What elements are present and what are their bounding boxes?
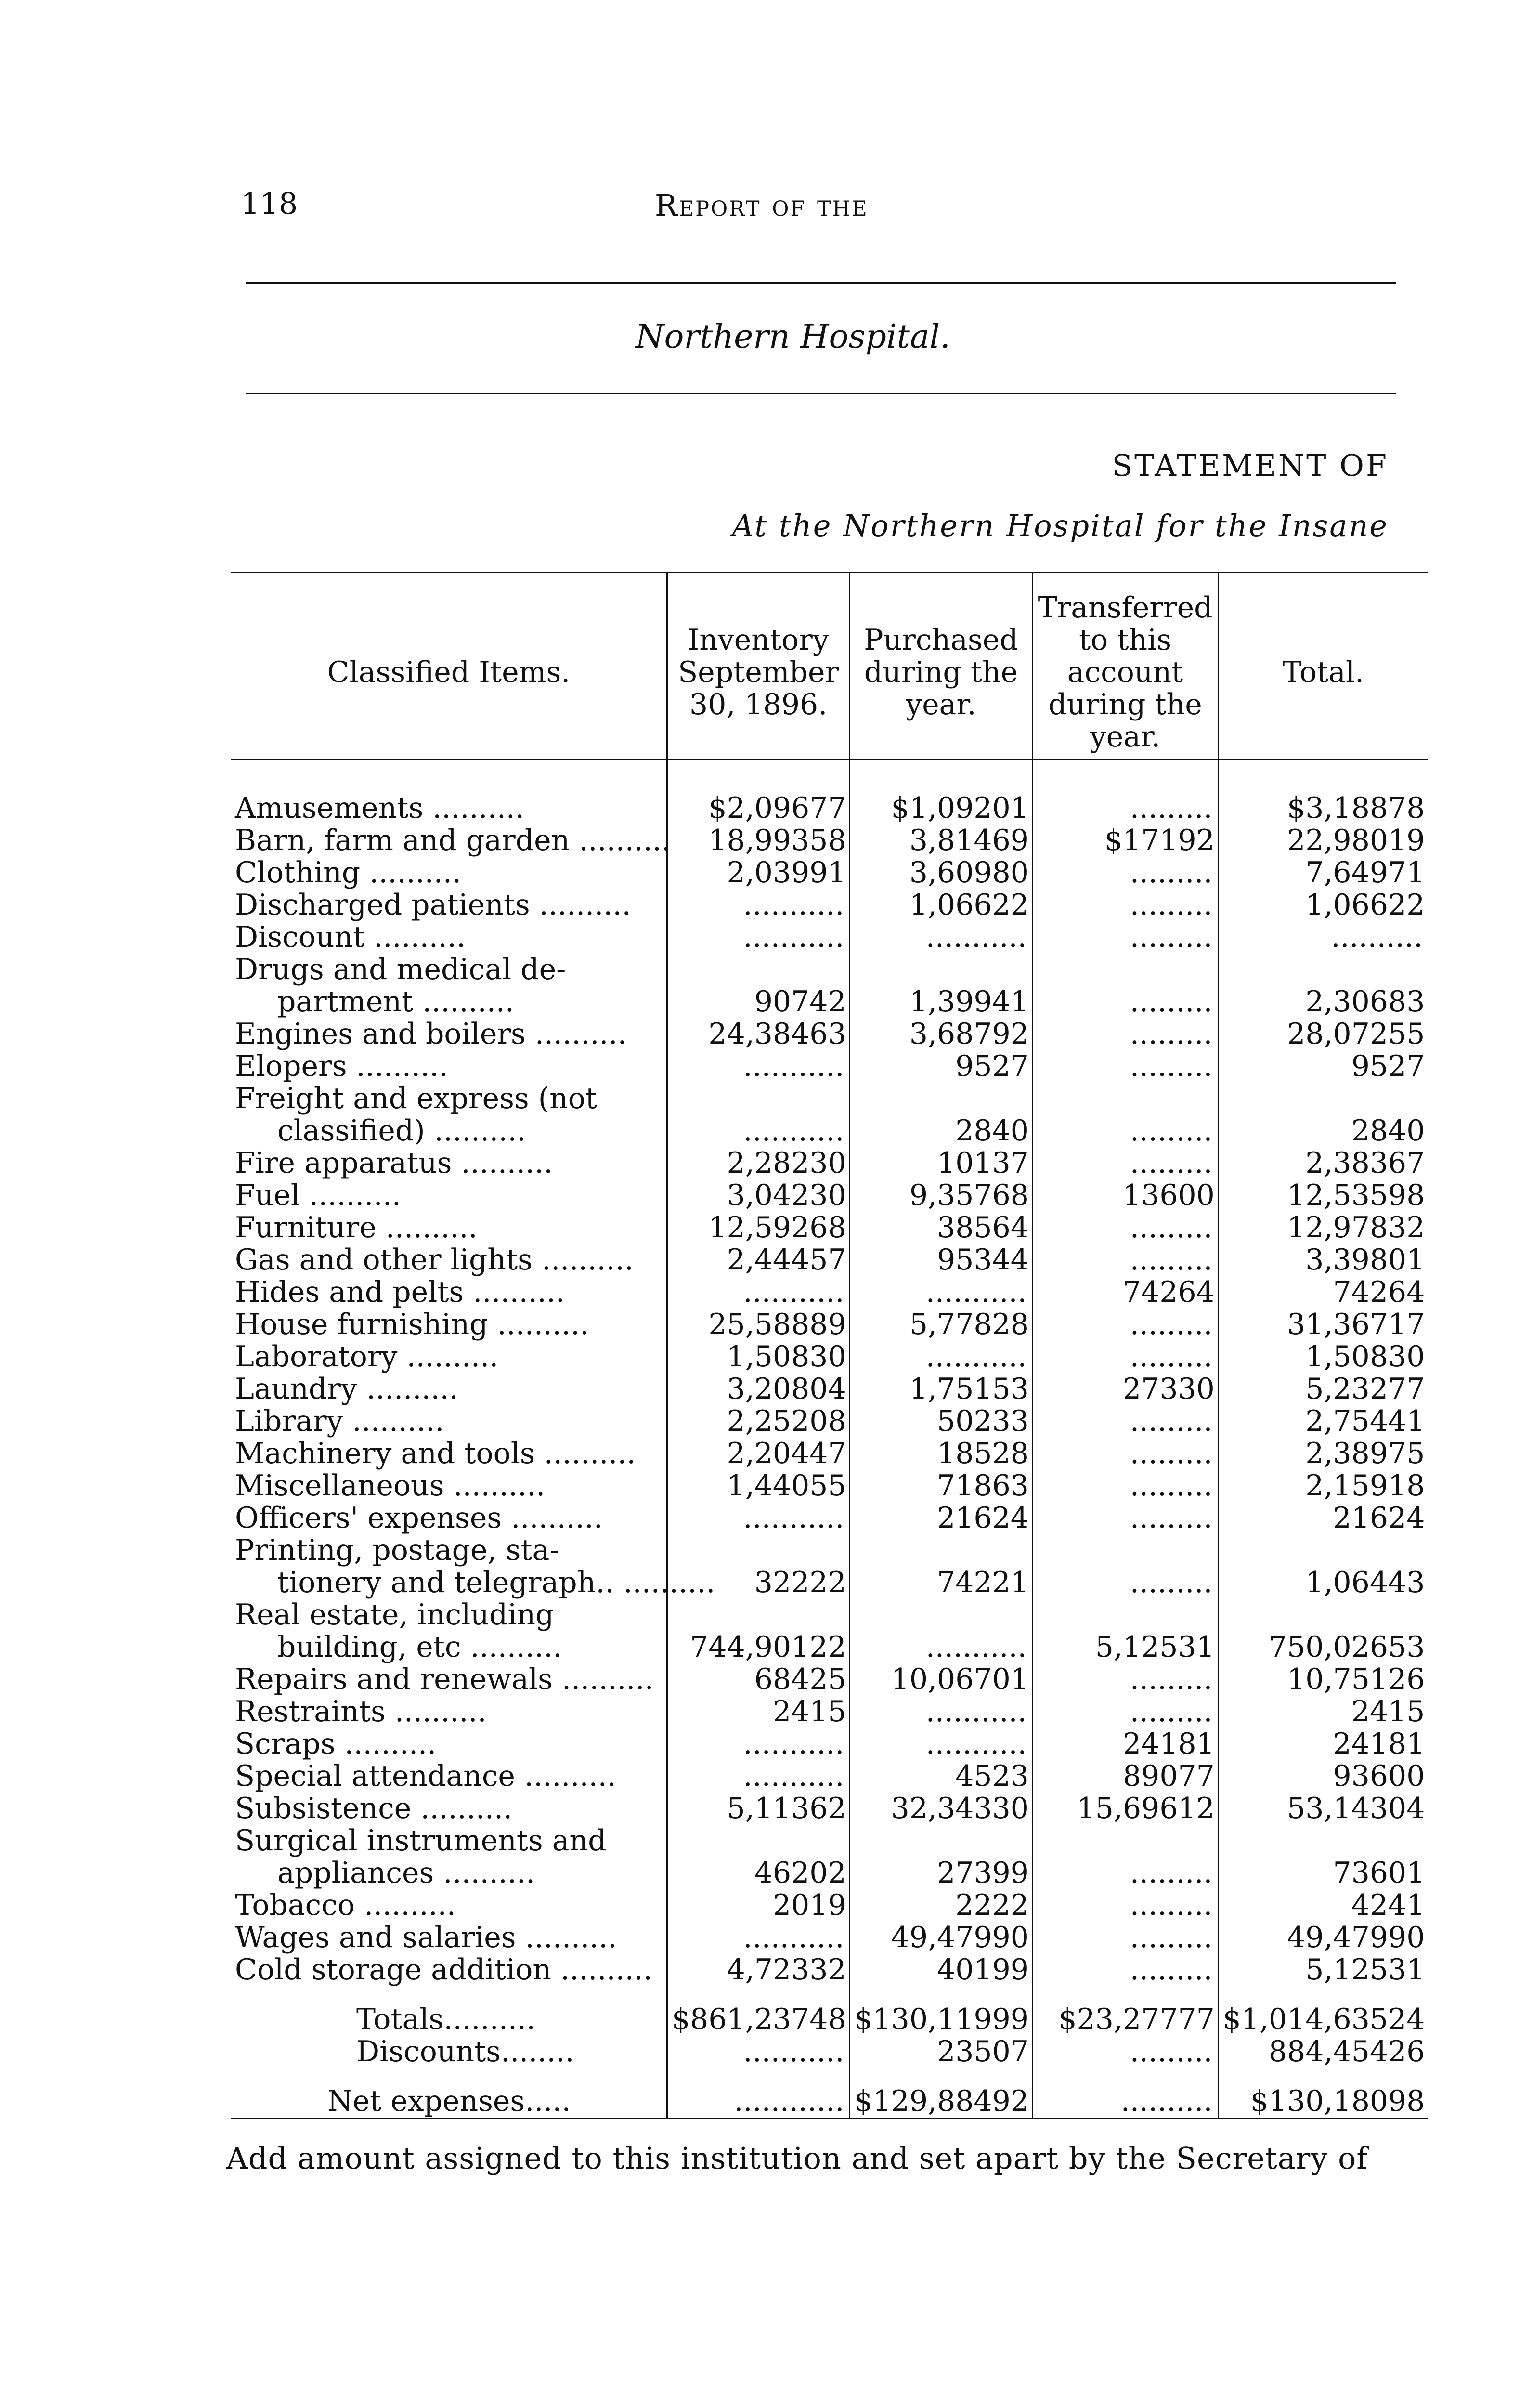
item-label: Real estate, including — [235, 1598, 554, 1632]
item-label: Scraps .......... — [235, 1727, 437, 1761]
cell-total: 22,98019 — [1218, 824, 1428, 857]
cell-transferred: 15,69612 — [1032, 1793, 1218, 1825]
totals-inventory: $861,23748 — [667, 2003, 850, 2036]
discounts-label: Discounts........ — [356, 2035, 574, 2068]
cell-purchased — [850, 1599, 1032, 1631]
cell-inventory: 3,04230 — [667, 1179, 850, 1212]
item-label: Discharged patients .......... — [235, 888, 631, 922]
cell-total: 1,50830 — [1218, 1341, 1428, 1373]
item-label: Fire apparatus .......... — [235, 1146, 553, 1180]
cell-inventory: 2019 — [667, 1889, 850, 1922]
cell-total — [1218, 954, 1428, 986]
statement-subtitle: At the Northern Hospital for the Insane — [732, 508, 1389, 543]
cell-inventory: 25,58889 — [667, 1309, 850, 1341]
cell-transferred: ......... — [1032, 1341, 1218, 1373]
net-expenses-row — [231, 2085, 1428, 2119]
cell-purchased: ........... — [850, 1631, 1032, 1663]
cell-transferred: ......... — [1032, 1309, 1218, 1341]
table-row — [231, 1115, 1428, 1147]
totals-row — [231, 2003, 1428, 2036]
item-label: appliances .......... — [277, 1856, 535, 1890]
cell-transferred: ......... — [1032, 1696, 1218, 1728]
item-label: Special attendance .......... — [235, 1759, 616, 1793]
item-label: Gas and other lights .......... — [235, 1243, 634, 1277]
cell-total — [1218, 1599, 1428, 1631]
table-row — [231, 792, 1428, 824]
cell-total: 21624 — [1218, 1502, 1428, 1534]
table-row — [231, 1438, 1428, 1470]
totals-transferred: $23,27777 — [1032, 2003, 1218, 2036]
item-label: Subsistence .......... — [235, 1792, 513, 1825]
cell-purchased: ........... — [850, 1276, 1032, 1309]
table-row — [231, 1567, 1428, 1599]
discounts-purchased: 23507 — [850, 2036, 1032, 2068]
table-row — [231, 889, 1428, 921]
cell-inventory — [667, 1083, 850, 1115]
item-label: Barn, farm and garden .......... — [235, 824, 671, 857]
item-label: Hides and pelts .......... — [235, 1275, 565, 1309]
cell-inventory: 2,25208 — [667, 1405, 850, 1438]
cell-transferred: ......... — [1032, 1244, 1218, 1276]
cell-total: 12,97832 — [1218, 1212, 1428, 1244]
spacer-row — [231, 2068, 1428, 2085]
cell-total — [1218, 1825, 1428, 1857]
table-row — [231, 1018, 1428, 1050]
cell-inventory: $2,09677 — [667, 792, 850, 824]
cell-transferred: 24181 — [1032, 1728, 1218, 1760]
item-label: Laboratory .......... — [235, 1340, 499, 1374]
cell-transferred: ......... — [1032, 1663, 1218, 1696]
cell-purchased — [850, 954, 1032, 986]
cell-transferred: ......... — [1032, 1889, 1218, 1922]
cell-total: 2,38367 — [1218, 1147, 1428, 1179]
cell-inventory: 3,20804 — [667, 1373, 850, 1405]
cell-inventory: ........... — [667, 1115, 850, 1147]
cell-transferred: $17192 — [1032, 824, 1218, 857]
cell-total: 28,07255 — [1218, 1018, 1428, 1050]
table-row — [231, 1470, 1428, 1502]
cell-purchased — [850, 1825, 1032, 1857]
item-label: Elopers .......... — [235, 1049, 448, 1083]
cell-purchased: 18528 — [850, 1438, 1032, 1470]
cell-transferred: 89077 — [1032, 1760, 1218, 1793]
cell-inventory: 744,90122 — [667, 1631, 850, 1663]
cell-purchased: 4523 — [850, 1760, 1032, 1793]
cell-total: 2415 — [1218, 1696, 1428, 1728]
cell-purchased: 10,06701 — [850, 1663, 1032, 1696]
cell-total: 2840 — [1218, 1115, 1428, 1147]
table-row — [231, 1889, 1428, 1922]
item-label: Officers' expenses .......... — [235, 1501, 603, 1535]
table-row — [231, 1147, 1428, 1179]
cell-inventory: ........... — [667, 1728, 850, 1760]
cell-transferred: ......... — [1032, 1438, 1218, 1470]
table-row — [231, 1663, 1428, 1696]
cell-transferred: ......... — [1032, 1857, 1218, 1889]
table-row — [231, 921, 1428, 954]
table-row — [231, 1502, 1428, 1534]
table-row — [231, 1760, 1428, 1793]
cell-total: 3,39801 — [1218, 1244, 1428, 1276]
cell-purchased: 1,39941 — [850, 986, 1032, 1018]
cell-transferred: ......... — [1032, 857, 1218, 889]
net-expenses-transferred: .......... — [1032, 2085, 1218, 2119]
cell-purchased: 3,81469 — [850, 824, 1032, 857]
cell-total — [1218, 1534, 1428, 1567]
cell-transferred: ......... — [1032, 1050, 1218, 1083]
cell-transferred: ......... — [1032, 1470, 1218, 1502]
cell-total: 2,38975 — [1218, 1438, 1428, 1470]
table-row — [231, 1793, 1428, 1825]
table-row — [231, 1309, 1428, 1341]
cell-total: 2,15918 — [1218, 1470, 1428, 1502]
cell-transferred: ......... — [1032, 1018, 1218, 1050]
cell-purchased: 32,34330 — [850, 1793, 1032, 1825]
cell-total: 49,47990 — [1218, 1922, 1428, 1954]
item-label: classified) .......... — [277, 1114, 526, 1148]
cell-transferred — [1032, 1825, 1218, 1857]
item-label: Furniture .......... — [235, 1211, 478, 1244]
table-row — [231, 857, 1428, 889]
cell-purchased: 50233 — [850, 1405, 1032, 1438]
table-row — [231, 1276, 1428, 1309]
cell-total: 12,53598 — [1218, 1179, 1428, 1212]
table-row — [231, 1212, 1428, 1244]
cell-inventory: ........... — [667, 1276, 850, 1309]
cell-transferred: ......... — [1032, 1567, 1218, 1599]
cell-total: .......... — [1218, 921, 1428, 954]
item-label: Restraints .......... — [235, 1695, 487, 1728]
item-label: Discount .......... — [235, 920, 466, 954]
item-label: Freight and express (not — [235, 1082, 598, 1115]
item-label: Engines and boilers .......... — [235, 1017, 627, 1051]
table-row — [231, 1373, 1428, 1405]
cell-inventory — [667, 1599, 850, 1631]
item-label: Tobacco .......... — [235, 1888, 456, 1922]
totals-purchased: $130,11999 — [850, 2003, 1032, 2036]
cell-inventory: ........... — [667, 1922, 850, 1954]
spacer-row — [231, 760, 1428, 793]
cell-total: 31,36717 — [1218, 1309, 1428, 1341]
cell-total: 4241 — [1218, 1889, 1428, 1922]
cell-transferred: ......... — [1032, 1212, 1218, 1244]
cell-purchased: 2222 — [850, 1889, 1032, 1922]
table-row — [231, 1631, 1428, 1663]
cell-purchased: ........... — [850, 1728, 1032, 1760]
table-row — [231, 1179, 1428, 1212]
cell-purchased: 40199 — [850, 1954, 1032, 1986]
cell-total: 74264 — [1218, 1276, 1428, 1309]
footnote: Add amount assigned to this institution and set apart by the Secretary of — [226, 2141, 1368, 2176]
cell-inventory: 4,72332 — [667, 1954, 850, 1986]
table-row — [231, 1599, 1428, 1631]
cell-inventory — [667, 1534, 850, 1567]
cell-inventory: ........... — [667, 1760, 850, 1793]
net-expenses-total: $130,18098 — [1218, 2085, 1428, 2119]
cell-transferred: 13600 — [1032, 1179, 1218, 1212]
cell-purchased: 95344 — [850, 1244, 1032, 1276]
cell-inventory: 2,28230 — [667, 1147, 850, 1179]
column-header-item: Classified Items. — [231, 572, 667, 760]
discounts-inventory: ........... — [667, 2036, 850, 2068]
table-row — [231, 1341, 1428, 1373]
cell-total: $3,18878 — [1218, 792, 1428, 824]
totals-label: Totals.......... — [356, 2002, 536, 2036]
cell-total: 1,06622 — [1218, 889, 1428, 921]
table-row — [231, 1244, 1428, 1276]
statement-title: STATEMENT OF — [1112, 448, 1389, 483]
cell-transferred: ......... — [1032, 792, 1218, 824]
cell-purchased — [850, 1083, 1032, 1115]
item-label: Library .......... — [235, 1404, 444, 1438]
cell-transferred: ......... — [1032, 1954, 1218, 1986]
cell-transferred: 27330 — [1032, 1373, 1218, 1405]
discounts-row — [231, 2036, 1428, 2068]
cell-purchased: 1,06622 — [850, 889, 1032, 921]
cell-purchased: 9527 — [850, 1050, 1032, 1083]
cell-inventory: 24,38463 — [667, 1018, 850, 1050]
column-header-purchased: Purchased during the year. — [850, 572, 1032, 760]
cell-total: 53,14304 — [1218, 1793, 1428, 1825]
table-row — [231, 1825, 1428, 1857]
cell-inventory: ........... — [667, 1050, 850, 1083]
cell-purchased: 1,75153 — [850, 1373, 1032, 1405]
cell-transferred — [1032, 1599, 1218, 1631]
table-row — [231, 954, 1428, 986]
cell-inventory: 18,99358 — [667, 824, 850, 857]
item-label: Wages and salaries .......... — [235, 1921, 617, 1954]
spacer-row — [231, 1986, 1428, 2003]
item-label: Fuel .......... — [235, 1178, 401, 1212]
cell-transferred — [1032, 1534, 1218, 1567]
cell-inventory: 1,50830 — [667, 1341, 850, 1373]
item-label: Machinery and tools .......... — [235, 1437, 636, 1470]
discounts-transferred: ......... — [1032, 2036, 1218, 2068]
cell-total: 73601 — [1218, 1857, 1428, 1889]
cell-inventory: 46202 — [667, 1857, 850, 1889]
item-label: Clothing .......... — [235, 856, 462, 890]
table-row — [231, 1922, 1428, 1954]
cell-transferred — [1032, 1083, 1218, 1115]
cell-purchased: ........... — [850, 1341, 1032, 1373]
item-label: House furnishing .......... — [235, 1308, 589, 1341]
page-number: 118 — [241, 186, 298, 221]
item-label: Cold storage addition .......... — [235, 1953, 652, 1987]
cell-inventory: 5,11362 — [667, 1793, 850, 1825]
item-label: Surgical instruments and — [235, 1824, 607, 1858]
cell-inventory: 2415 — [667, 1696, 850, 1728]
section-title: Northern Hospital. — [636, 318, 950, 356]
cell-inventory — [667, 954, 850, 986]
cell-inventory: 32222 — [667, 1567, 850, 1599]
item-label: building, etc .......... — [277, 1630, 562, 1664]
cell-total: 24181 — [1218, 1728, 1428, 1760]
cell-transferred: 5,12531 — [1032, 1631, 1218, 1663]
table-header-row — [231, 572, 1428, 760]
item-label: Drugs and medical de- — [235, 953, 566, 986]
table-row — [231, 1534, 1428, 1567]
cell-total: 7,64971 — [1218, 857, 1428, 889]
cell-total: 1,06443 — [1218, 1567, 1428, 1599]
cell-purchased: 71863 — [850, 1470, 1032, 1502]
cell-purchased: 3,60980 — [850, 857, 1032, 889]
statement-table — [231, 571, 1428, 2119]
item-label: tionery and telegraph.. .......... — [277, 1566, 715, 1599]
cell-purchased: 5,77828 — [850, 1309, 1032, 1341]
cell-transferred — [1032, 954, 1218, 986]
cell-transferred: ......... — [1032, 921, 1218, 954]
discounts-total: 884,45426 — [1218, 2036, 1428, 2068]
cell-inventory: 2,20447 — [667, 1438, 850, 1470]
header-rule-top — [246, 282, 1396, 284]
cell-inventory: 90742 — [667, 986, 850, 1018]
cell-purchased: 10137 — [850, 1147, 1032, 1179]
cell-transferred: ......... — [1032, 986, 1218, 1018]
cell-total: 750,02653 — [1218, 1631, 1428, 1663]
cell-total: 93600 — [1218, 1760, 1428, 1793]
cell-purchased: 21624 — [850, 1502, 1032, 1534]
cell-inventory: 2,03991 — [667, 857, 850, 889]
cell-total: 2,30683 — [1218, 986, 1428, 1018]
cell-inventory — [667, 1825, 850, 1857]
cell-purchased: 2840 — [850, 1115, 1032, 1147]
cell-inventory: 12,59268 — [667, 1212, 850, 1244]
cell-transferred: ......... — [1032, 1922, 1218, 1954]
cell-transferred: ......... — [1032, 1147, 1218, 1179]
cell-inventory: 1,44055 — [667, 1470, 850, 1502]
cell-total: 2,75441 — [1218, 1405, 1428, 1438]
net-expenses-label: Net expenses..... — [231, 2085, 667, 2119]
item-label: partment .......... — [277, 985, 514, 1019]
cell-inventory: 2,44457 — [667, 1244, 850, 1276]
cell-total: 9527 — [1218, 1050, 1428, 1083]
item-label: Miscellaneous .......... — [235, 1469, 546, 1503]
table-row — [231, 824, 1428, 857]
cell-inventory: ........... — [667, 1502, 850, 1534]
table-row — [231, 1954, 1428, 1986]
item-label: Amusements .......... — [235, 791, 524, 825]
cell-purchased — [850, 1534, 1032, 1567]
cell-transferred: ......... — [1032, 1502, 1218, 1534]
cell-transferred: ......... — [1032, 1115, 1218, 1147]
table-row — [231, 1857, 1428, 1889]
item-label: Laundry .......... — [235, 1372, 458, 1406]
cell-inventory: ........... — [667, 889, 850, 921]
cell-total: 5,23277 — [1218, 1373, 1428, 1405]
cell-inventory: ........... — [667, 921, 850, 954]
cell-inventory: 68425 — [667, 1663, 850, 1696]
cell-purchased: 38564 — [850, 1212, 1032, 1244]
cell-purchased: $1,09201 — [850, 792, 1032, 824]
item-label: Printing, postage, sta- — [235, 1533, 559, 1567]
cell-purchased: 3,68792 — [850, 1018, 1032, 1050]
header-rule-bottom — [246, 393, 1396, 394]
table-row — [231, 986, 1428, 1018]
cell-purchased: ........... — [850, 1696, 1032, 1728]
column-header-total: Total. — [1218, 572, 1428, 760]
totals-total: $1,014,63524 — [1218, 2003, 1428, 2036]
table-row — [231, 1405, 1428, 1438]
cell-purchased: 74221 — [850, 1567, 1032, 1599]
cell-purchased: 27399 — [850, 1857, 1032, 1889]
cell-transferred: ......... — [1032, 1405, 1218, 1438]
table-row — [231, 1728, 1428, 1760]
table-row — [231, 1050, 1428, 1083]
running-head: Report of the — [655, 188, 869, 223]
cell-purchased: 49,47990 — [850, 1922, 1032, 1954]
cell-total — [1218, 1083, 1428, 1115]
cell-purchased: ........... — [850, 921, 1032, 954]
cell-total: 5,12531 — [1218, 1954, 1428, 1986]
column-header-inventory: Inventory September 30, 1896. — [667, 572, 850, 760]
table-row — [231, 1083, 1428, 1115]
net-expenses-purchased: $129,88492 — [850, 2085, 1032, 2119]
cell-total: 10,75126 — [1218, 1663, 1428, 1696]
cell-purchased: 9,35768 — [850, 1179, 1032, 1212]
table-row — [231, 1696, 1428, 1728]
cell-transferred: 74264 — [1032, 1276, 1218, 1309]
cell-transferred: ......... — [1032, 889, 1218, 921]
net-expenses-inventory: ............ — [667, 2085, 850, 2119]
item-label: Repairs and renewals .......... — [235, 1662, 654, 1696]
column-header-transferred: Transferred to this account during the year. — [1032, 572, 1218, 760]
